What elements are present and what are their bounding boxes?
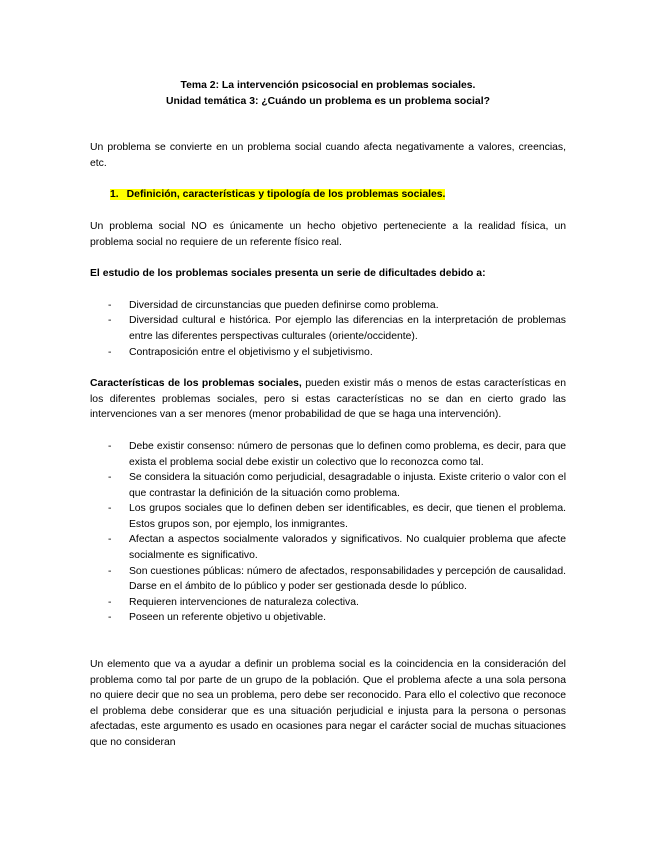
list-item: - Poseen un referente objetivo u objetivable. — [129, 610, 566, 626]
closing-paragraph: Un elemento que va a ayudar a definir un problema social es la coincidencia en la consideración del problema como tal por parte de un grupo de la población. Que el problema afecte a una sola persona no quiere decir que no sea un problema, pero debe ser reconocido. Para ello el colectivo que reconoce el problema debe considerar que es una situación perjudicial e injusta para la persona o personas afectadas, este argumento es usado en ocasiones para negar el carácter social de muchas situaciones que no consideran — [90, 659, 566, 748]
list-item: - Requieren intervenciones de naturaleza colectiva. — [129, 595, 566, 611]
characteristics-list — [90, 439, 566, 626]
characteristics-text: pueden existir más o menos de estas características en los diferentes problemas sociales, pero si estas características no se dan en cierto grado las intervenciones van a ser menores (menor probabilidad de que se haga una intervención). — [90, 378, 566, 421]
section-heading-highlight — [110, 189, 445, 200]
list-item: - Se considera la situación como perjudicial, desagradable o injusta. Existe criterio o valor con el que contrastar la definición de la situación como problema. — [129, 470, 566, 501]
list-item: - Afectan a aspectos socialmente valorados y significativos. No cualquier problema que afecte socialmente es significativo. — [129, 532, 566, 563]
intro-paragraph: Un problema se convierte en un problema social cuando afecta negativamente a valores, creencias, etc. — [90, 142, 566, 169]
list-item: - Son cuestiones públicas: número de afectados, responsabilidades y percepción de causalidad. Darse en el ámbito de lo público y poder ser gestionada desde lo público. — [129, 564, 566, 595]
list-item: - Debe existir consenso: número de personas que lo definen como problema, es decir, para que exista el problema social debe existir un colectivo que lo reconozca como tal. — [129, 439, 566, 470]
list-item: - Diversidad cultural e histórica. Por ejemplo las diferencias en la interpretación de problemas entre las diferentes perspectivas culturales (oriente/occidente). — [129, 313, 566, 344]
characteristics-paragraph — [90, 376, 566, 423]
definition-paragraph: Un problema social NO es únicamente un hecho objetivo perteneciente a la realidad física, un problema social no requiere de un referente físico real. — [90, 220, 566, 248]
list-item: - Los grupos sociales que lo definen deben ser identificables, es decir, que tienen el problema. Estos grupos son, por ejemplo, los inmigrantes. — [129, 501, 566, 532]
section-number: 1. — [110, 189, 119, 201]
section-label: Definición, características y tipología de los problemas sociales. — [126, 189, 446, 201]
section-heading — [90, 187, 566, 203]
difficulties-list — [90, 298, 566, 360]
document-title: Tema 2: La intervención psicosocial en problemas sociales. — [180, 80, 476, 91]
list-item: - Contraposición entre el objetivismo y el subjetivismo. — [129, 345, 566, 361]
list-item: - Diversidad de circunstancias que pueden definirse como problema. — [129, 298, 566, 314]
document-subtitle: Unidad temática 3: ¿Cuándo un problema es un problema social? — [166, 95, 490, 107]
characteristics-lead: Características de los problemas sociales, — [90, 378, 302, 390]
difficulties-heading: El estudio de los problemas sociales presenta un serie de dificultades debido a: — [90, 268, 486, 280]
